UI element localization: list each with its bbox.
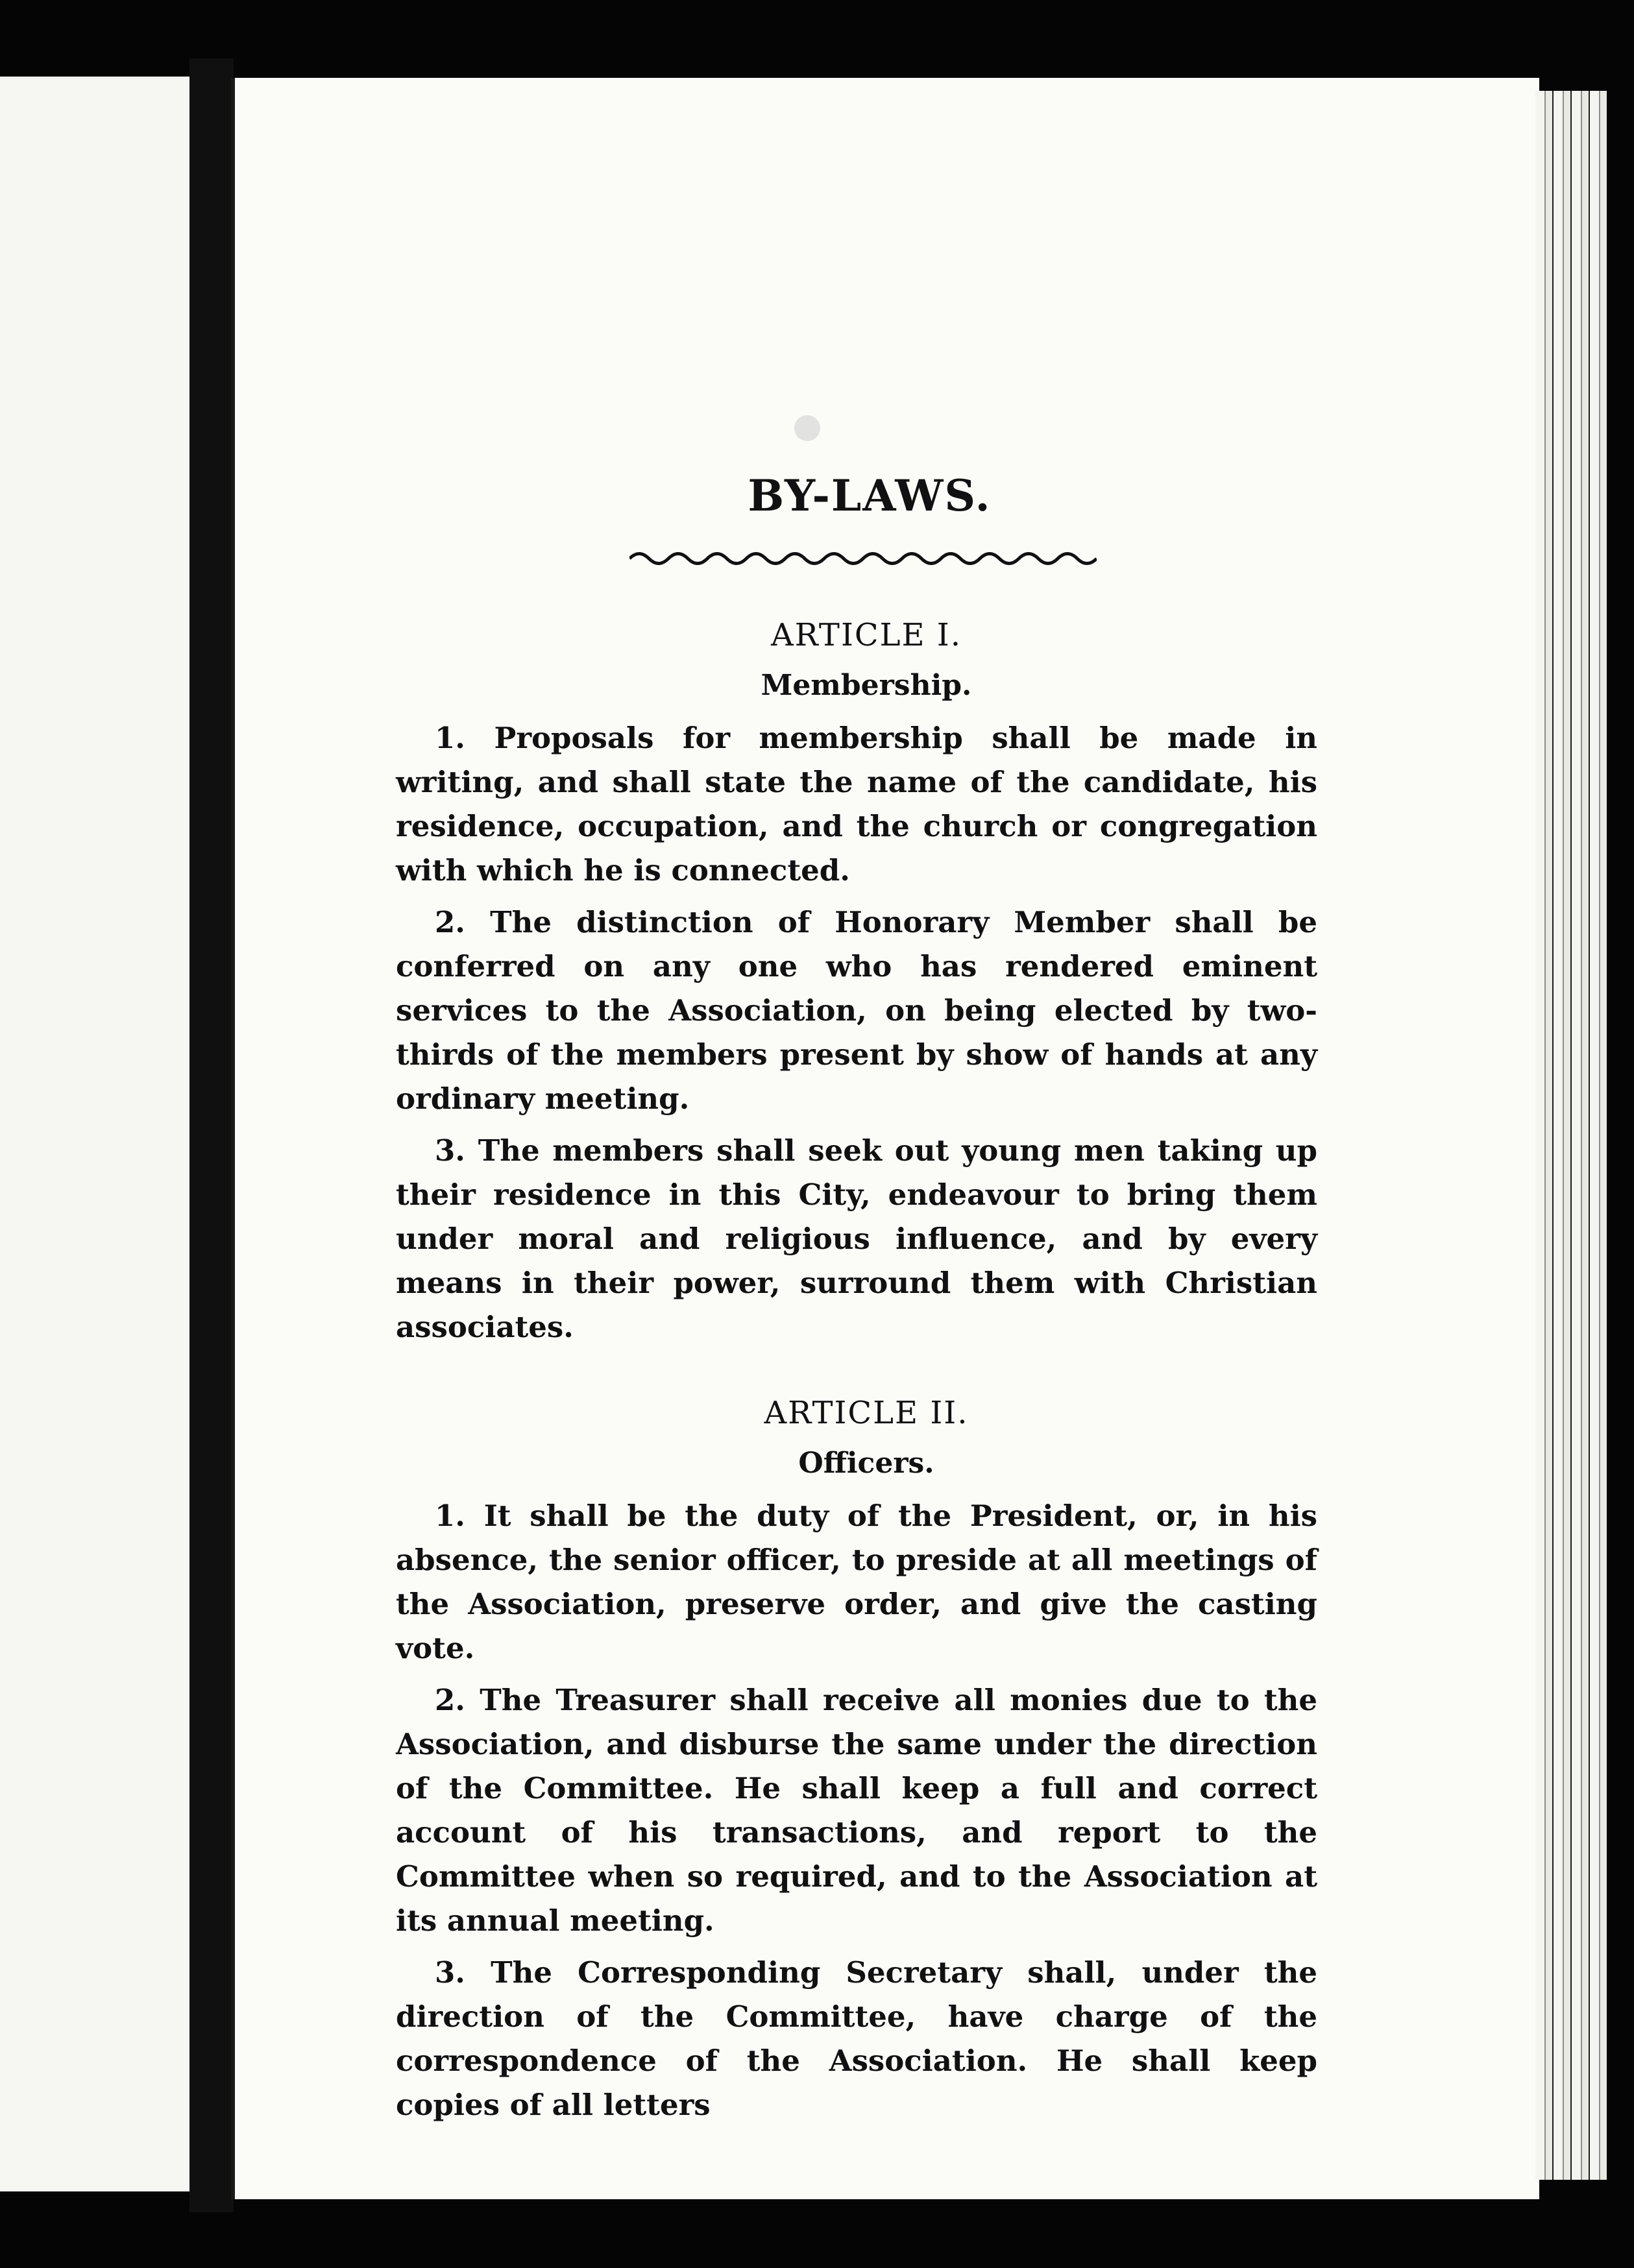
- page-stack-edges: [1535, 91, 1607, 2180]
- paragraph: [396, 900, 1317, 1121]
- paragraph-text: The Treasurer shall receive all monies due to the Association, and disburse the same under the direction of the Committee. He shall keep a full and correct account of his transactions, and report to the Committee when so required, and to the Association at its annual meeting.: [396, 1683, 1317, 1938]
- paragraph-number: 2.: [435, 1683, 465, 1717]
- book-gutter: [189, 58, 234, 2212]
- article-1: [396, 617, 1317, 1349]
- page-title: BY-LAWS.: [748, 470, 992, 521]
- paragraph-text: The members shall seek out young men taking up their residence in this City, endeavour to bring them under moral and religious influence, and by every means in their power, surround them with Christian associates.: [396, 1133, 1317, 1344]
- paragraph-number: 3.: [435, 1133, 465, 1168]
- paragraph-number: 1.: [435, 1499, 465, 1533]
- paragraph: [396, 1494, 1317, 1671]
- paragraph-text: The distinction of Honorary Member shall be conferred on any one who has rendered eminent services to the Association, on being elected by two-thirds of the members present by show of hands at any ordinary meeting.: [396, 905, 1317, 1116]
- paragraph: [396, 1129, 1317, 1349]
- page-content: [396, 470, 1317, 2135]
- paragraph-text: It shall be the duty of the President, or, in his absence, the senior officer, to preside at all meetings of the Association, preserve order, and give the casting vote.: [396, 1499, 1317, 1665]
- paragraph-number: 2.: [435, 905, 465, 939]
- ink-smudge: [794, 415, 820, 441]
- article-heading: ARTICLE I.: [770, 617, 962, 653]
- section-heading: Membership.: [761, 669, 972, 702]
- article-2: [396, 1395, 1317, 2127]
- paragraph: [396, 1678, 1317, 1943]
- paragraph-text: The Corresponding Secretary shall, under the direction of the Committee, have charge of the correspondence of the Association. He shall keep copies of all letters: [396, 1955, 1317, 2122]
- paragraph-number: 1.: [435, 721, 465, 755]
- wavy-divider: [629, 546, 1097, 572]
- section-heading: Officers.: [798, 1447, 934, 1480]
- paragraph: [396, 716, 1317, 893]
- article-heading: ARTICLE II.: [764, 1395, 969, 1431]
- paragraph-number: 3.: [435, 1955, 465, 1990]
- paragraph-text: Proposals for membership shall be made in writing, and shall state the name of the candidate, his residence, occupation, and the church or congregation with which he is connected.: [396, 721, 1317, 887]
- paragraph: [396, 1951, 1317, 2127]
- facing-page-edge: [0, 77, 189, 2191]
